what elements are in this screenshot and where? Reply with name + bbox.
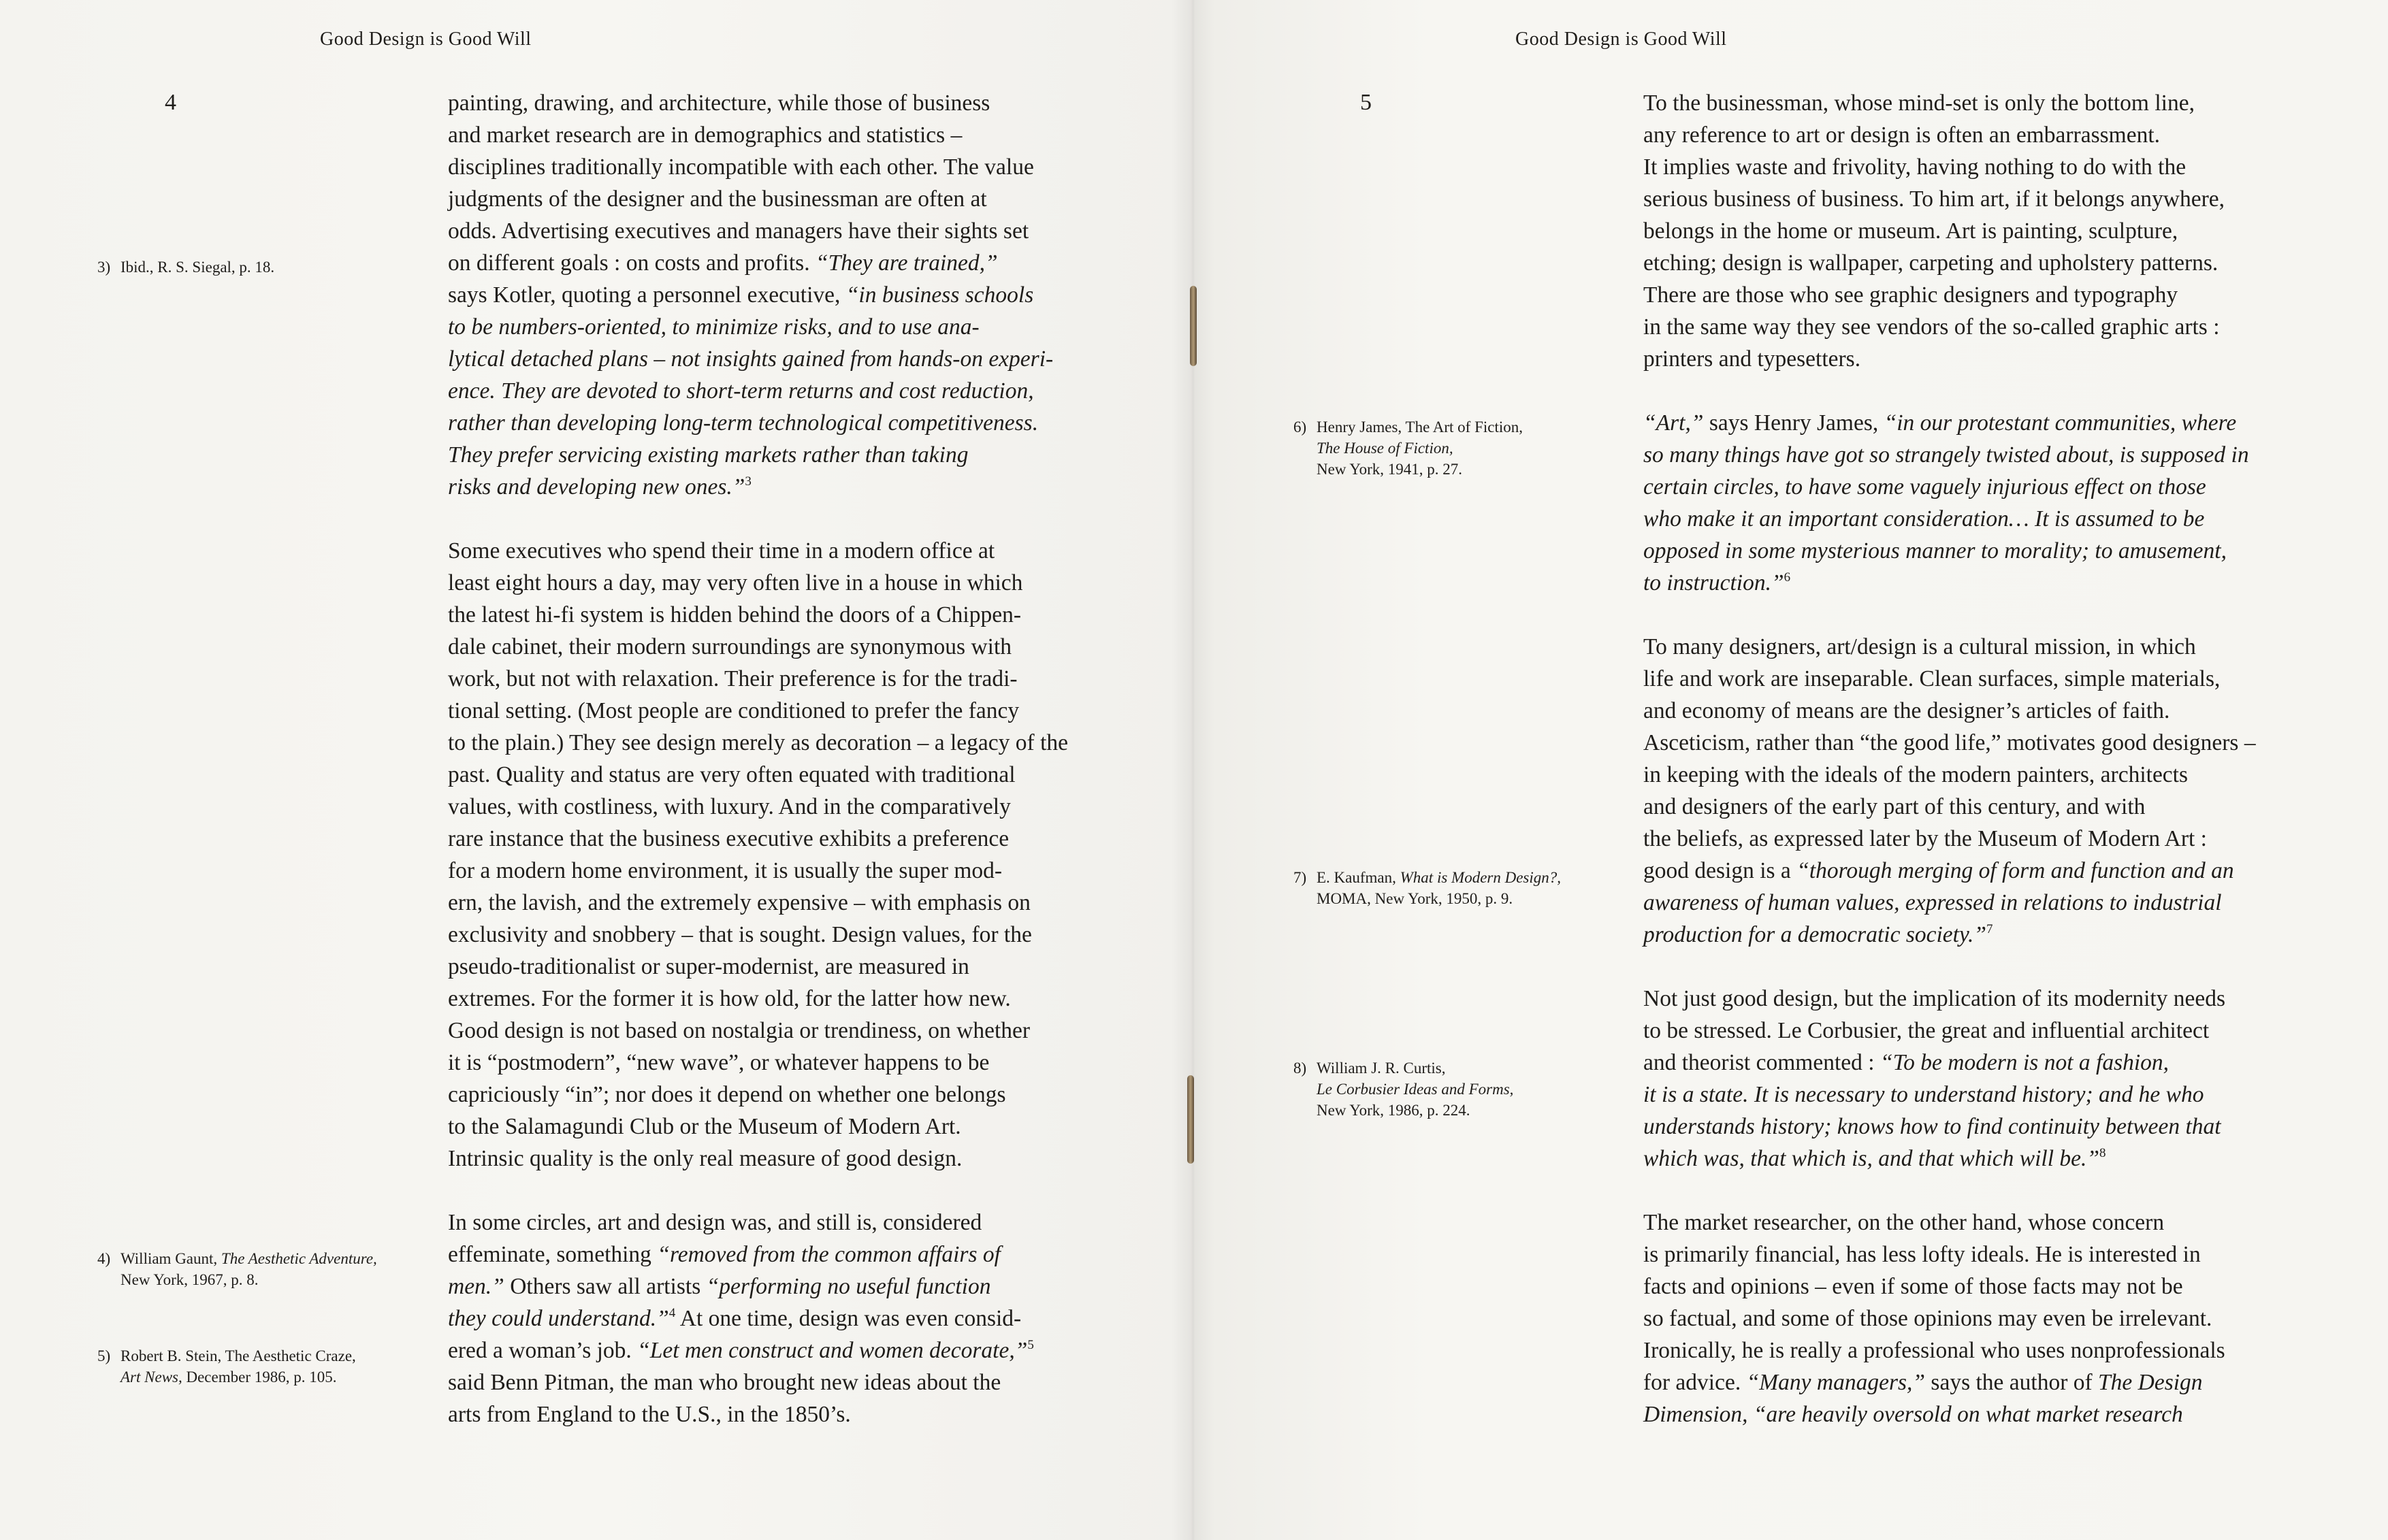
italic-text: risks and developing new ones.” (448, 474, 745, 499)
text-line: Some executives who spend their time in a modern office at (448, 538, 995, 563)
italic-text: men.” (448, 1274, 504, 1299)
text-line: dale cabinet, their modern surroundings are synonymous with (448, 634, 1012, 659)
text-line: past. Quality and status are very often equated with traditional (448, 762, 1016, 787)
footnote (1293, 1058, 1513, 1121)
italic-text: understands history; knows how to find continuity between that (1643, 1114, 2221, 1139)
italic-text: it is a state. It is necessary to understand history; and he who (1643, 1082, 2204, 1107)
italic-text: “To be modern is not a fashion, (1879, 1050, 2169, 1075)
text-line: and theorist commented : “To be modern is not a fashion, (1643, 1050, 2169, 1075)
text-line: ered a woman’s job. “Let men construct and women decorate,”$^5$ (448, 1338, 1034, 1363)
footnote-line: New York, 1986, p. 224. (1317, 1102, 1470, 1119)
footnote (1293, 416, 1523, 480)
text-line: rare instance that the business executive exhibits a preference (448, 826, 1010, 851)
text-line: painting, drawing, and architecture, while those of business (448, 91, 990, 116)
text-line: exclusivity and snobbery – that is sought. Design values, for the (448, 922, 1032, 947)
text-line (1643, 919, 2256, 951)
footnote-line: 8) William J. R. Curtis, (1293, 1060, 1446, 1077)
text-line (448, 343, 1068, 375)
footnote-ref: 4 (668, 1306, 676, 1320)
paragraph (1643, 407, 2256, 599)
text-line: and market research are in demographics and statistics – (448, 122, 963, 148)
text-line (448, 439, 1068, 471)
text-line (1643, 535, 2256, 567)
text-line: for advice. “Many managers,” says the author of The Design (1643, 1370, 2203, 1395)
page-number: 5 (1360, 90, 1372, 115)
staple (1187, 1075, 1194, 1164)
running-head: Good Design is Good Will (320, 29, 532, 50)
text-line: life and work are inseparable. Clean surfaces, simple materials, (1643, 666, 2221, 691)
text-line: and economy of means are the designer’s articles of faith. (1643, 698, 2170, 723)
text-line: etching; design is wallpaper, carpeting and upholstery patterns. (1643, 250, 2218, 276)
footnote-line: The House of Fiction, (1317, 440, 1453, 457)
italic-text: “thorough merging of form and function and an (1796, 858, 2234, 883)
text-line: values, with costliness, with luxury. And in the comparatively (448, 794, 1011, 819)
italic-text: who make it an important consideration… It is assumed to be (1643, 506, 2205, 531)
italic-text: “Art,” (1643, 410, 1704, 436)
italic-text: “Many managers,” (1746, 1370, 1926, 1395)
paragraph (448, 1207, 1068, 1430)
text-line: To the businessman, whose mind-set is only the bottom line, (1643, 91, 2195, 116)
footnote-ref: 5 (1027, 1338, 1034, 1352)
text-line: it is “postmodern”, “new wave”, or whatever happens to be (448, 1050, 990, 1075)
text-line: for a modern home environment, it is usually the super mod- (448, 858, 1003, 883)
text-line: the latest hi-fi system is hidden behind the doors of a Chippen- (448, 602, 1021, 627)
italic-text: “Let men construct and women decorate,” (637, 1338, 1028, 1363)
footnote-line: 5) Robert B. Stein, The Aesthetic Craze, (97, 1347, 356, 1364)
text-line: on different goals : on costs and profits. “They are trained,” (448, 250, 998, 276)
text-line: In some circles, art and design was, and still is, considered (448, 1210, 982, 1235)
italic-text: awareness of human values, expressed in relations to industrial (1643, 890, 2222, 915)
text-line: printers and typesetters. (1643, 346, 1861, 372)
text-line (1643, 471, 2256, 503)
text-line: so factual, and some of those opinions may even be irrelevant. (1643, 1306, 2212, 1331)
body-text-column (448, 87, 1068, 1462)
italic-text: production for a democratic society.” (1643, 922, 1986, 947)
paragraph (1643, 1207, 2256, 1430)
text-line: and designers of the early part of this century, and with (1643, 794, 2146, 819)
text-line: extremes. For the former it is how old, for the latter how new. (448, 986, 1011, 1011)
right-page (1193, 0, 2388, 1540)
paragraph (448, 535, 1068, 1175)
text-line (1643, 1398, 2256, 1430)
text-line: said Benn Pitman, the man who brought new ideas about the (448, 1370, 1001, 1395)
italic-text: which was, that which is, and that which will be.” (1643, 1146, 2100, 1171)
text-line: tional setting. (Most people are conditioned to prefer the fancy (448, 698, 1020, 723)
italic-text: ence. They are devoted to short-term returns and cost reduction, (448, 378, 1034, 404)
footnote-line: Art News, December 1986, p. 105. (120, 1369, 337, 1386)
paragraph (448, 87, 1068, 503)
italic-text: so many things have got so strangely twisted about, is supposed in (1643, 442, 2249, 468)
text-line: ern, the lavish, and the extremely expensive – with emphasis on (448, 890, 1031, 915)
text-line: facts and opinions – even if some of those facts may not be (1643, 1274, 2183, 1299)
italic-text: they could understand.” (448, 1306, 669, 1331)
text-line (448, 311, 1068, 343)
footnote-ref: 8 (2099, 1146, 2106, 1160)
paragraph (1643, 631, 2256, 951)
text-line: in the same way they see vendors of the so-called graphic arts : (1643, 314, 2220, 340)
body-text-column (1643, 87, 2256, 1462)
italic-text: certain circles, to have some vaguely injurious effect on those (1643, 474, 2206, 499)
italic-text: “removed from the common affairs of (657, 1242, 1001, 1267)
footnote-line: Le Corbusier Ideas and Forms, (1317, 1081, 1514, 1098)
text-line: pseudo-traditionalist or super-modernist, are measured in (448, 954, 969, 979)
footnote-line: New York, 1941, p. 27. (1317, 461, 1463, 478)
footnote-line: New York, 1967, p. 8. (120, 1271, 259, 1288)
text-line: It implies waste and frivolity, having nothing to do with the (1643, 154, 2187, 180)
text-line: least eight hours a day, may very often live in a house in which (448, 570, 1023, 595)
text-line: The market researcher, on the other hand, whose concern (1643, 1210, 2165, 1235)
text-line: odds. Advertising executives and managers have their sights set (448, 218, 1029, 244)
footnote (97, 1345, 356, 1388)
italic-text: “in our protestant communities, where (1884, 410, 2237, 436)
italic-text: opposed in some mysterious manner to morality; to amusement, (1643, 538, 2227, 563)
footnote-line: MOMA, New York, 1950, p. 9. (1317, 890, 1513, 907)
text-line: Good design is not based on nostalgia or trendiness, on whether (448, 1018, 1031, 1043)
page-number: 4 (165, 90, 176, 115)
text-line: arts from England to the U.S., in the 1850’s. (448, 1402, 851, 1427)
text-line: they could understand.”$^4$ At one time, design was even consid- (448, 1306, 1022, 1331)
text-line: Asceticism, rather than “the good life,” motivates good designers – (1643, 730, 2256, 755)
footnote-ref: 3 (745, 474, 752, 489)
text-line: To many designers, art/design is a cultural mission, in which (1643, 634, 2196, 659)
text-line: good design is a “thorough merging of form and function and an (1643, 858, 2234, 883)
text-line: Intrinsic quality is the only real measure of good design. (448, 1146, 963, 1171)
footnote (1293, 867, 1561, 909)
text-line: There are those who see graphic designers and typography (1643, 282, 2178, 308)
footnote-ref: 7 (1986, 922, 1993, 936)
italic-text: “in business schools (845, 282, 1034, 308)
text-line: to the plain.) They see design merely as decoration – a legacy of the (448, 730, 1068, 755)
text-line: capriciously “in”; nor does it depend on whether one belongs (448, 1082, 1006, 1107)
text-line (1643, 1111, 2256, 1143)
text-line: the beliefs, as expressed later by the Museum of Modern Art : (1643, 826, 2207, 851)
text-line (448, 375, 1068, 407)
text-line: to be stressed. Le Corbusier, the great and influential architect (1643, 1018, 2210, 1043)
text-line (448, 471, 1068, 503)
footnote (97, 257, 274, 278)
footnote-line: 7) E. Kaufman, What is Modern Design?, (1293, 869, 1562, 886)
text-line (1643, 503, 2256, 535)
running-head: Good Design is Good Will (1515, 29, 1727, 50)
footnote-line: 4) William Gaunt, The Aesthetic Adventure, (97, 1250, 377, 1267)
text-line: Not just good design, but the implication of its modernity needs (1643, 986, 2226, 1011)
text-line: effeminate, something “removed from the common affairs of (448, 1242, 1001, 1267)
text-line: is primarily financial, has less lofty ideals. He is interested in (1643, 1242, 2201, 1267)
italic-text: rather than developing long-term technological competitiveness. (448, 410, 1039, 436)
paragraph (1643, 983, 2256, 1175)
text-line: disciplines traditionally incompatible with each other. The value (448, 154, 1034, 180)
footnote-ref: 6 (1784, 570, 1791, 585)
italic-text: “performing no useful function (706, 1274, 991, 1299)
italic-text: The Design (2098, 1370, 2203, 1395)
book-gutter (1171, 0, 1214, 1540)
text-line: in keeping with the ideals of the modern painters, architects (1643, 762, 2189, 787)
text-line (1643, 439, 2256, 471)
text-line (1643, 887, 2256, 919)
text-line: Ironically, he is really a professional who uses nonprofessionals (1643, 1338, 2225, 1363)
text-line: any reference to art or design is often an embarrassment. (1643, 122, 2161, 148)
italic-text: to be numbers-oriented, to minimize risks, and to use ana- (448, 314, 980, 340)
italic-text: They prefer servicing existing markets rather than taking (448, 442, 969, 468)
footnote (97, 1248, 377, 1290)
text-line: serious business of business. To him art, if it belongs anywhere, (1643, 186, 2225, 212)
text-line: says Kotler, quoting a personnel executive, “in business schools (448, 282, 1034, 308)
text-line (1643, 567, 2256, 599)
text-line: “Art,” says Henry James, “in our protestant communities, where (1643, 410, 2237, 436)
text-line: belongs in the home or museum. Art is painting, sculpture, (1643, 218, 2178, 244)
footnote-line: 3) Ibid., R. S. Siegal, p. 18. (97, 259, 275, 276)
italic-text: “They are trained,” (815, 250, 998, 276)
footnote-line: 6) Henry James, The Art of Fiction, (1293, 419, 1523, 436)
text-line: men.” Others saw all artists “performing no useful function (448, 1274, 991, 1299)
staple (1190, 286, 1197, 366)
text-line: work, but not with relaxation. Their preference is for the tradi- (448, 666, 1018, 691)
paragraph (1643, 87, 2256, 375)
italic-text: lytical detached plans – not insights gained from hands-on experi- (448, 346, 1054, 372)
text-line (1643, 1143, 2256, 1175)
italic-text: to instruction.” (1643, 570, 1784, 595)
text-line (448, 407, 1068, 439)
italic-text: Dimension, “are heavily oversold on what market research (1643, 1402, 2183, 1427)
text-line: judgments of the designer and the businessman are often at (448, 186, 987, 212)
text-line: to the Salamagundi Club or the Museum of Modern Art. (448, 1114, 961, 1139)
left-page (0, 0, 1193, 1540)
text-line (1643, 1079, 2256, 1111)
